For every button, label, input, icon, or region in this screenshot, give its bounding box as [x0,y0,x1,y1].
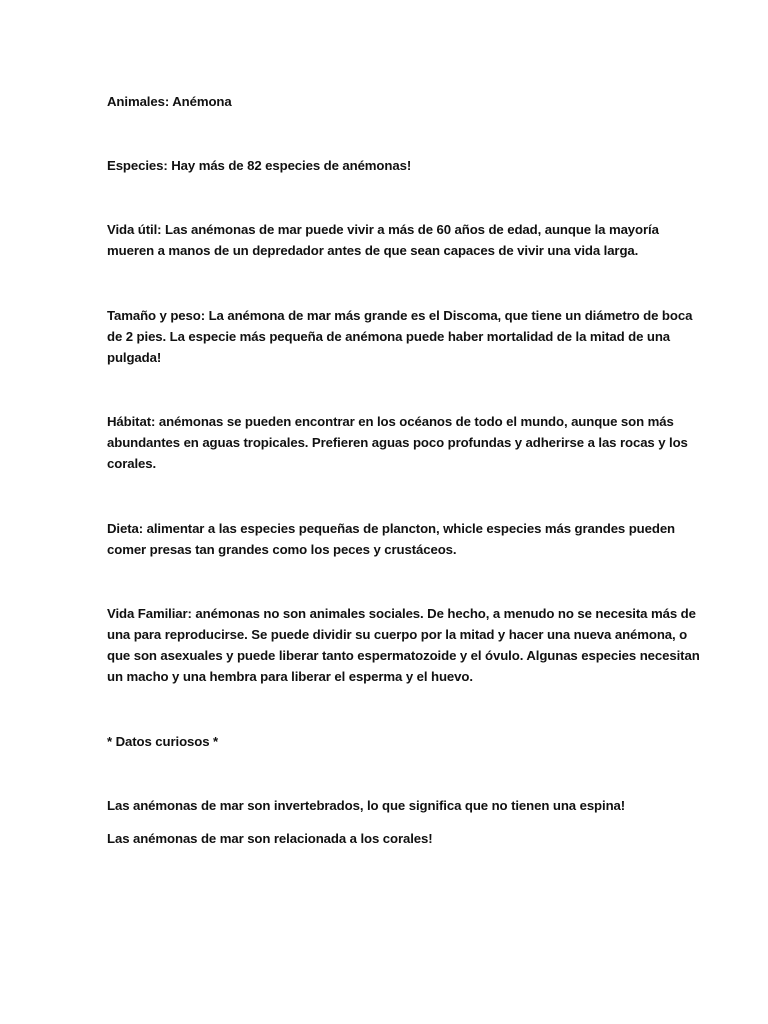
paragraph-tamano-peso [107,305,693,368]
paragraph-line: de 2 pies. La especie más pequeña de anémona puede haber mortalidad de la mitad de una [107,329,671,344]
paragraph-line: un macho y una hembra para liberar el esperma y el huevo. [107,669,473,684]
paragraph-line: una para reproducirse. Se puede dividir su cuerpo por la mitad y hacer una nueva anémona, o [107,627,688,642]
paragraph-line: Las anémonas de mar son invertebrados, lo que significa que no tienen una espina! [107,798,626,813]
paragraph-line: abundantes en aguas tropicales. Prefieren aguas poco profundas y adherirse a las rocas y los [107,435,688,450]
paragraph-line: Dieta: alimentar a las especies pequeñas de plancton, whicle especies más grandes pueden [107,521,676,536]
paragraph-line: que son asexuales y puede liberar tanto espermatozoide y el óvulo. Algunas especies necesitan [107,648,700,663]
paragraph-line: pulgada! [107,350,162,365]
title-line: Animales: Anémona [107,94,232,109]
paragraph-dieta [107,518,676,560]
paragraph-vida-familiar [107,603,700,687]
paragraph-line: Hábitat: anémonas se pueden encontrar en los océanos de todo el mundo, aunque son más [107,414,674,429]
document-title [107,91,667,112]
paragraph-line: Las anémonas de mar son relacionada a los corales! [107,831,433,846]
paragraph-line: corales. [107,456,157,471]
paragraph-line: Vida Familiar: anémonas no son animales sociales. De hecho, a menudo no se necesita más de [107,606,696,621]
paragraph-line: mueren a manos de un depredador antes de que sean capaces de vivir una vida larga. [107,243,639,258]
heading-line: * Datos curiosos * [107,734,219,749]
paragraph-line: comer presas tan grandes como los peces y crustáceos. [107,542,457,557]
fact-corales [107,828,667,849]
paragraph-vida-util [107,219,667,261]
paragraph-line: Vida útil: Las anémonas de mar puede vivir a más de 60 años de edad, aunque la mayoría [107,222,659,237]
paragraph-line: Tamaño y peso: La anémona de mar más grande es el Discoma, que tiene un diámetro de boca [107,308,693,323]
paragraph-line: Especies: Hay más de 82 especies de anémonas! [107,158,412,173]
paragraph-habitat [107,411,688,474]
heading-datos-curiosos [107,731,667,752]
fact-invertebrados [107,795,667,816]
paragraph-especies [107,155,667,176]
